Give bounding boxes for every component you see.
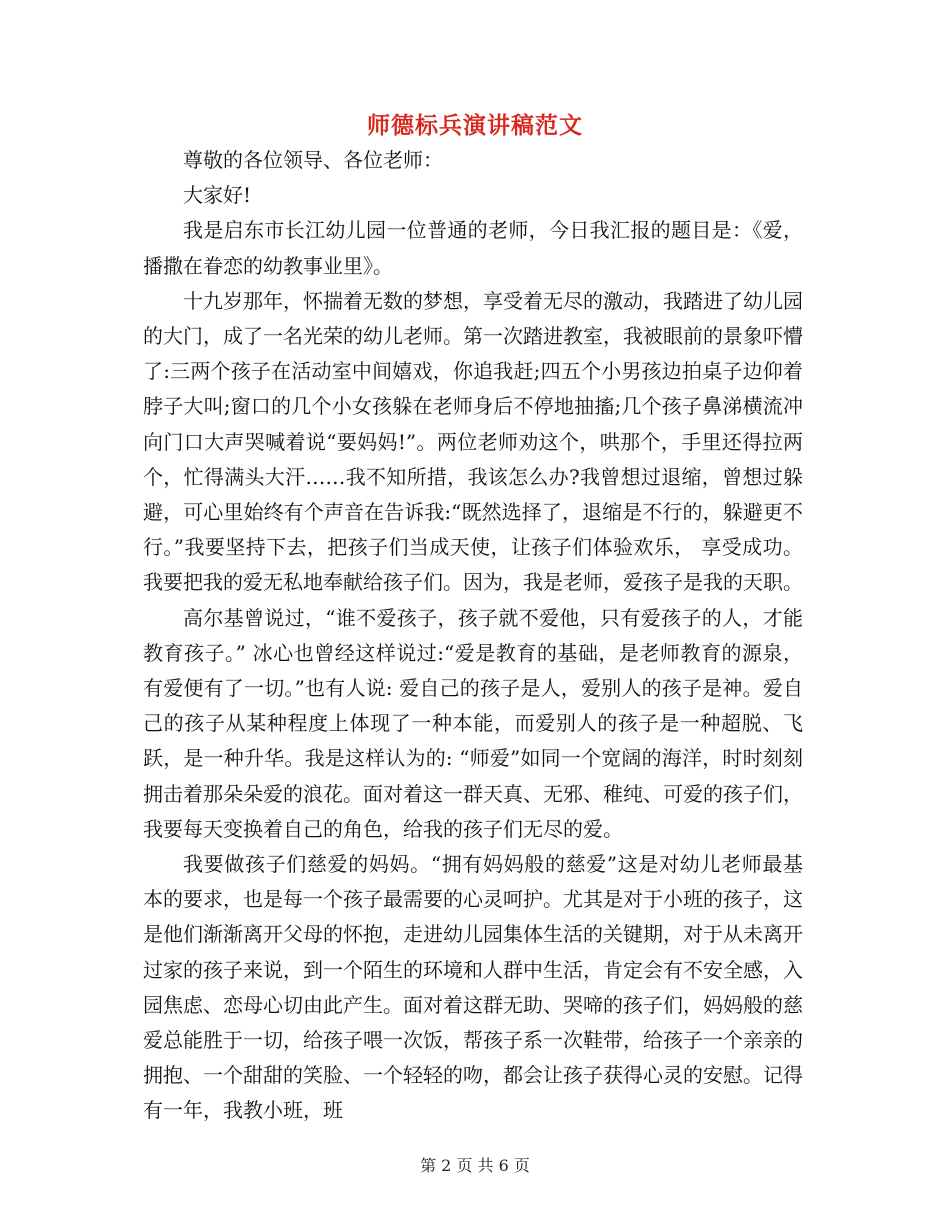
paragraph-quotes: 高尔基曾说过，“谁不爱孩子，孩子就不爱他，只有爱孩子的人，才能教育孩子。” 冰心也曾经这样说过:“爱是教育的基础，是老师教育的源泉，有爱便有了一切。”也有人说: 爱自己的孩子是人，爱别人的孩子是神。爱自己的孩子从某种程度上体现了一种本能，而爱别人的孩子是一种超脱、飞跃，是一种升华。我是这样认为的: “师爱”如同一个宽阔的海洋，时时刻刻拥击着那朵朵爱的浪花。面对着这一群天真、无邪、稚纯、可爱的孩子们，我要每天变换着自己的角色，给我的孩子们无尽的爱。 (143, 605, 803, 841)
paragraph-salutation: 尊敬的各位领导、各位老师： (183, 148, 443, 172)
document-body (143, 143, 803, 1129)
paragraph-first-day: 十九岁那年，怀揣着无数的梦想，享受着无尽的激动，我踏进了幼儿园的大门，成了一名光荣的幼儿老师。第一次踏进教室，我被眼前的景象吓懵了:三两个孩子在活动室中间嬉戏，你追我赶;四五个小男孩边拍桌子边仰着脖子大叫;窗口的几个小女孩躲在老师身后不停地抽搐;几个孩子鼻涕横流冲向门口大声哭喊着说“要妈妈!”。两位老师劝这个，哄那个，手里还得拉两个，忙得满头大汗……我不知所措，我该怎么办?我曾想过退缩，曾想过躲避，可心里始终有个声音在告诉我:“既然选择了，退缩是不行的，躲避更不行。”我要坚持下去，把孩子们当成天使，让孩子们体验欢乐， 享受成功。我要把我的爱无私地奉献给孩子们。因为，我是老师，爱孩子是我的天职。 (143, 288, 803, 595)
page-footer: 第 2 页 共 6 页 (420, 1156, 530, 1175)
paragraph-greeting: 大家好! (183, 183, 252, 208)
paragraph-intro: 我是启东市长江幼儿园一位普通的老师，今日我汇报的题目是：《爱，播撒在眷恋的幼教事业里》。 (143, 218, 803, 278)
document-title: 师德标兵演讲稿范文 (367, 112, 583, 139)
paragraph-mother: 我要做孩子们慈爱的妈妈。“拥有妈妈般的慈爱”这是对幼儿老师最基本的要求，也是每一个孩子最需要的心灵呵护。尤其是对于小班的孩子，这是他们渐渐离开父母的怀抱，走进幼儿园集体生活的关键期，对于从未离开过家的孩子来说，到一个陌生的环境和人群中生活，肯定会有不安全感，入园焦虑、恋母心切由此产生。面对着这群无助、哭啼的孩子们，妈妈般的慈爱总能胜于一切，给孩子喂一次饭，帮孩子系一次鞋带，给孩子一个亲亲的拥抱、一个甜甜的笑脸、一个轻轻的吻，都会让孩子获得心灵的安慰。记得有一年，我教小班，班 (143, 852, 803, 1123)
